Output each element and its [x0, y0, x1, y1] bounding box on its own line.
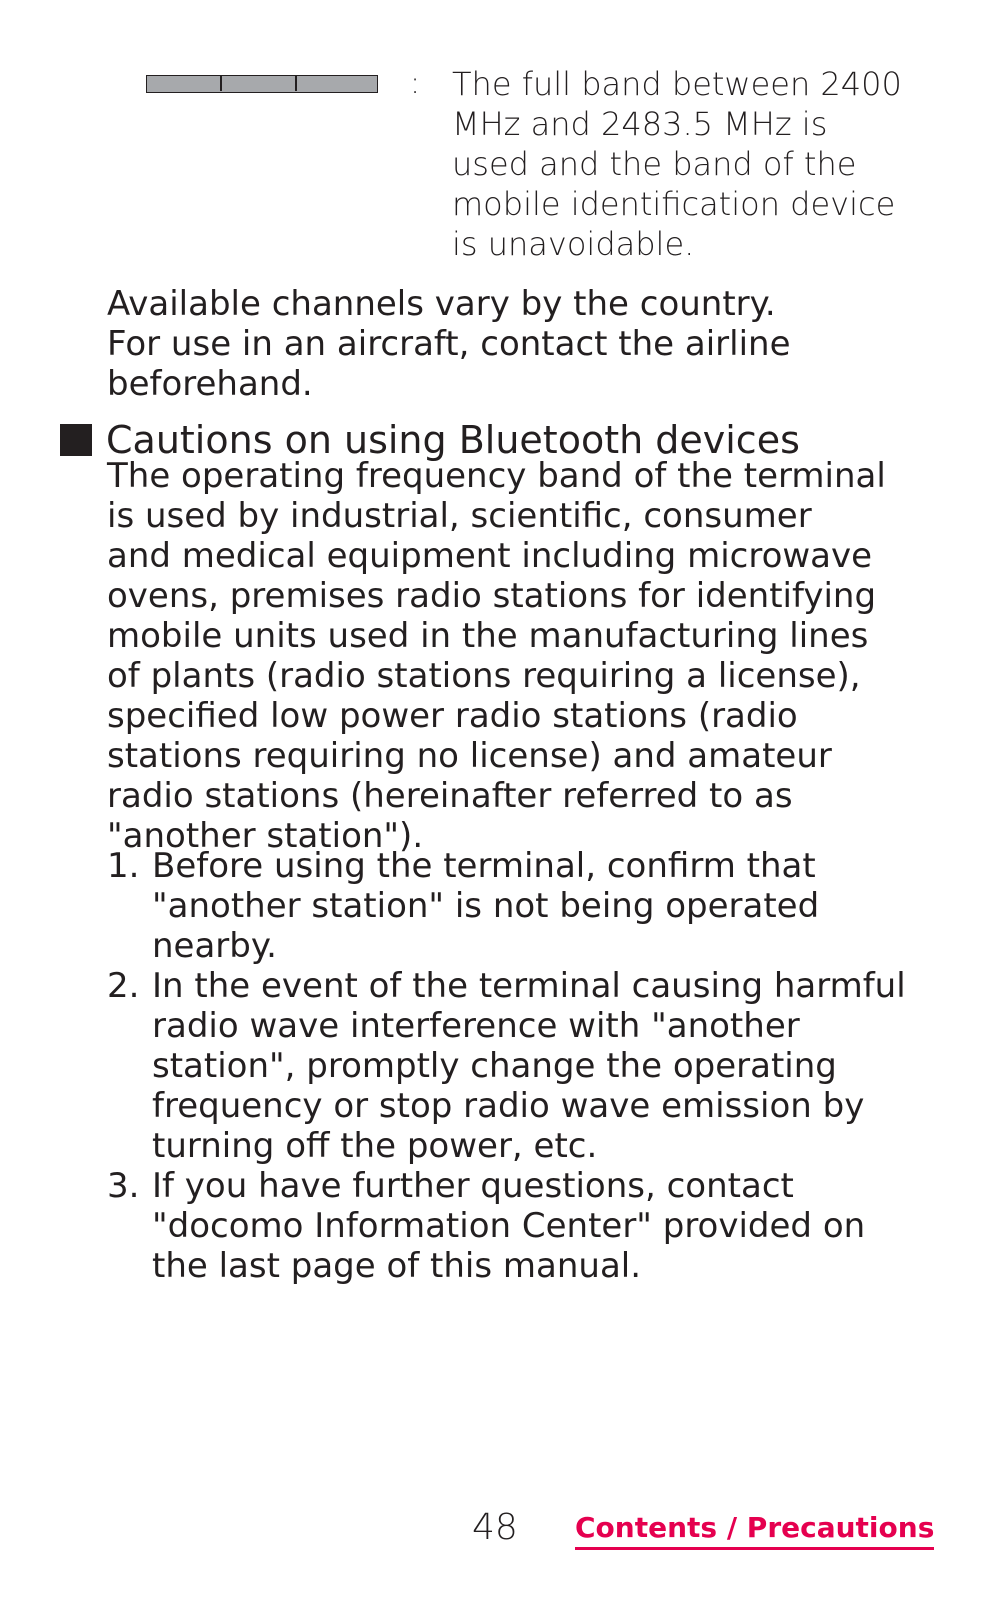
caution-list: [107, 846, 937, 1286]
list-item: [107, 846, 937, 966]
list-item-number: 2.: [107, 966, 140, 1006]
contents-precautions-link[interactable]: Contents / Precautions: [575, 1510, 934, 1550]
band-tick: [295, 76, 297, 91]
square-bullet-icon: [60, 424, 92, 456]
band-note-text: The full band between 2400 MHz and 2483.5 MHz is used and the band of the mobile identification device is unavoidable.: [452, 65, 902, 263]
page-number: 48: [472, 1507, 518, 1548]
frequency-band-note: [140, 62, 940, 262]
list-item: [107, 966, 937, 1166]
frequency-band-bar: [146, 75, 378, 93]
list-item-text: Before using the terminal, confirm that "another station" is not being operated nearby.: [152, 846, 820, 966]
list-item: [107, 1166, 937, 1286]
section-body-paragraph: The operating frequency band of the terminal is used by industrial, scientific, consumer and medical equipment including microwave ovens, premises radio stations for identifying mobile units used in the manufacturing lines of plants (radio stations requiring a license), specified low power radio stations (radio stations requiring no license) and amateur radio stations (hereinafter referred to as "another station").: [107, 456, 886, 856]
band-tick: [220, 76, 222, 91]
list-item-number: 3.: [107, 1166, 140, 1206]
channels-paragraph: Available channels vary by the country. For use in an aircraft, contact the airline beforehand.: [107, 284, 791, 404]
list-item-number: 1.: [107, 846, 140, 886]
list-item-text: If you have further questions, contact "docomo Information Center" provided on the last page of this manual.: [152, 1166, 866, 1286]
section-heading-text: Cautions on using Bluetooth devices: [106, 418, 800, 462]
list-item-text: In the event of the terminal causing harmful radio wave interference with "another station", promptly change the operating frequency or stop radio wave emission by turning off the power, etc.: [152, 966, 906, 1166]
band-note-colon: :: [410, 66, 421, 101]
